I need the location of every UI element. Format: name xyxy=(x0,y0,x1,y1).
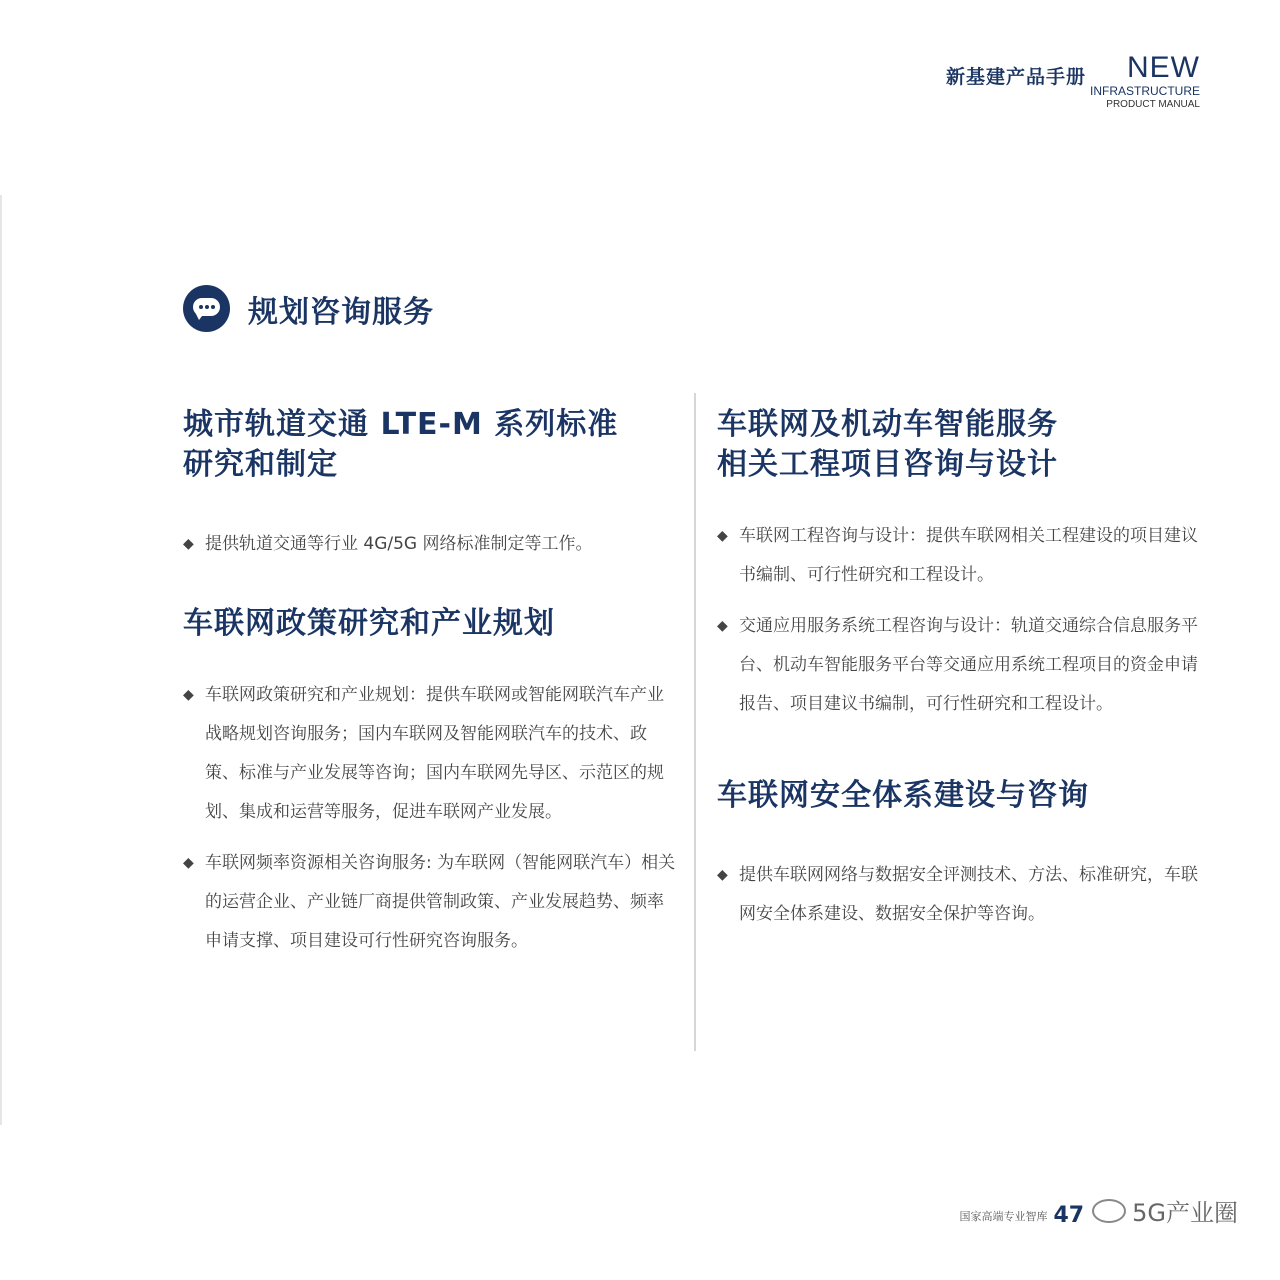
right-block1-bullet-2: ◆ 交通应用服务系统工程咨询与设计：轨道交通综合信息服务平台、机动车智能服务平台等交通应用系统工程项目的资金申请报告、项目建议书编制，可行性研究和工程设计。 xyxy=(717,607,1207,724)
right-block1-title-line1: 车联网及机动车智能服务 xyxy=(717,407,1058,442)
header-product-manual: PRODUCT MANUAL xyxy=(1106,99,1200,110)
right-block2-title: 车联网安全体系建设与咨询 xyxy=(717,778,1089,813)
page-footer xyxy=(960,1193,1239,1228)
left-block1-bullet-1: ◆ 提供轨道交通等行业 4G/5G 网络标准制定等工作。 xyxy=(183,525,678,564)
column-divider xyxy=(694,393,696,1051)
left-block1-title xyxy=(183,405,678,485)
watermark-text: 5G产业圈 xyxy=(1132,1199,1238,1227)
right-block1-title xyxy=(717,405,1207,485)
header-title-en xyxy=(1090,52,1200,112)
left-block2-title: 车联网政策研究和产业规划 xyxy=(183,606,555,641)
header-title-cn: 新基建产品手册 xyxy=(945,66,1086,88)
right-block1-title-line2: 相关工程项目咨询与设计 xyxy=(717,447,1058,482)
left-column xyxy=(183,405,678,961)
chat-bubble-icon xyxy=(183,285,230,332)
section-heading xyxy=(183,285,434,332)
header-infrastructure: INFRASTRUCTURE xyxy=(1090,84,1200,98)
header-new: NEW xyxy=(1127,51,1200,84)
watermark xyxy=(1092,1193,1238,1228)
page-number: 47 xyxy=(1053,1203,1085,1228)
left-block2-bullet-2: ◆ 车联网频率资源相关咨询服务: 为车联网（智能网联汽车）相关的运营企业、产业链厂商提供管制政策、产业发展趋势、频率申请支撑、项目建设可行性研究咨询服务。 xyxy=(183,844,678,961)
left-block2-bullet-1: ◆ 车联网政策研究和产业规划：提供车联网或智能网联汽车产业战略规划咨询服务；国内车联网及智能网联汽车的技术、政 策、标准与产业发展等咨询；国内车联网先导区、示范区的规划、集成和运营等服务，促进车联网产业发展。 xyxy=(183,676,678,832)
left-block1-title-line2: 研究和制定 xyxy=(183,447,338,482)
page-header xyxy=(946,52,1200,112)
right-column xyxy=(717,405,1207,934)
left-block1-title-line1: 城市轨道交通 LTE-M 系列标准 xyxy=(183,407,619,442)
left-edge-line xyxy=(0,195,2,1125)
right-block1-bullet-1: ◆ 车联网工程咨询与设计：提供车联网相关工程建设的项目建议书编制、可行性研究和工程设计。 xyxy=(717,517,1207,595)
right-block2-bullet-1: ◆ 提供车联网网络与数据安全评测技术、方法、标准研究，车联网安全体系建设、数据安全保护等咨询。 xyxy=(717,856,1207,934)
section-title: 规划咨询服务 xyxy=(248,294,434,330)
footer-text: 国家高端专业智库 xyxy=(959,1210,1048,1223)
wechat-icon xyxy=(1092,1199,1126,1223)
